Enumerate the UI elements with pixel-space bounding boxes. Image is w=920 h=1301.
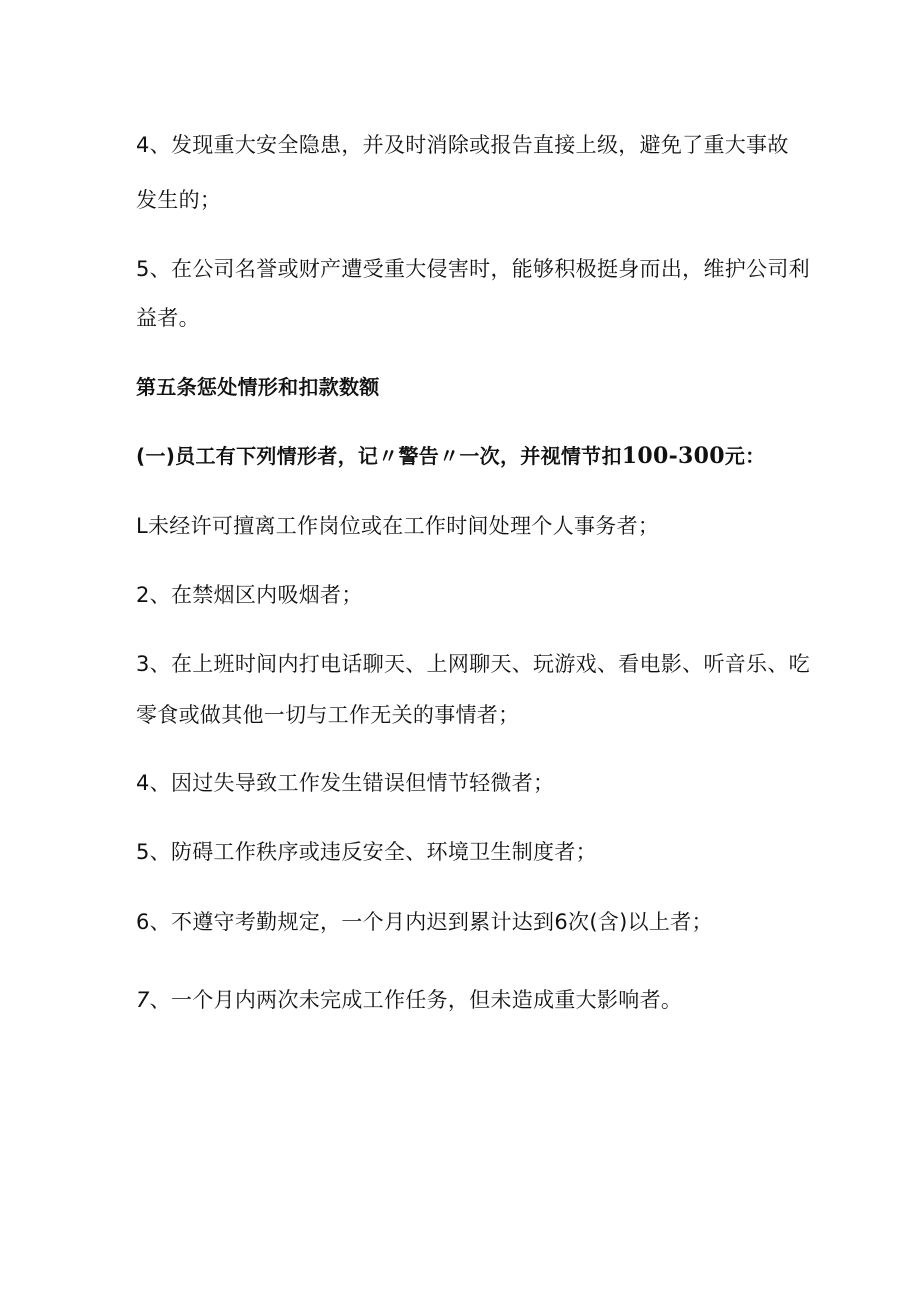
section-1-heading [136,441,796,471]
deduction-amount: 100-300 [621,443,725,469]
rule-5: 5、防碍工作秩序或违反安全、环境卫生制度者； [136,840,597,864]
reward-item-5-line-2: 益者。 [136,306,200,330]
rule-3-line-2: 零食或做其他一切与工作无关的事情者； [136,703,520,727]
rule-2: 2、在禁烟区内吸烟者； [136,583,363,607]
rule-6: 6、不遵守考勤规定，一个月内迟到累计达到6次(含)以上者； [136,910,713,934]
rule-3-line-1: 3、在上班时间内打电话聊天、上网聊天、玩游戏、看电影、听音乐、吃 [136,652,810,676]
rule-4: 4、因过失导致工作发生错误但情节轻微者； [136,771,555,795]
rule-7-number: 7 [136,988,150,1012]
rule-7-text: 、一个月内两次未完成工作任务，但未造成重大影响者。 [149,988,683,1012]
article-5-heading: 第五条惩处情形和扣款数额 [136,375,380,399]
reward-item-4-line-2: 发生的； [136,188,222,212]
rule-7 [136,985,796,1015]
section-1-heading-suffix: 元： [724,444,766,468]
reward-item-4-line-1: 4、发现重大安全隐患，并及时消除或报告直接上级，避免了重大事故 [136,133,789,157]
rule-1: L未经许可擅离工作岗位或在工作时间处理个人事务者； [136,514,660,538]
reward-item-5-line-1: 5、在公司名誉或财产遭受重大侵害时，能够积极挺身而出，维护公司利 [136,257,810,281]
section-1-heading-text: (一)员工有下列情形者，记〃警告〃一次，并视情节扣 [136,444,622,468]
